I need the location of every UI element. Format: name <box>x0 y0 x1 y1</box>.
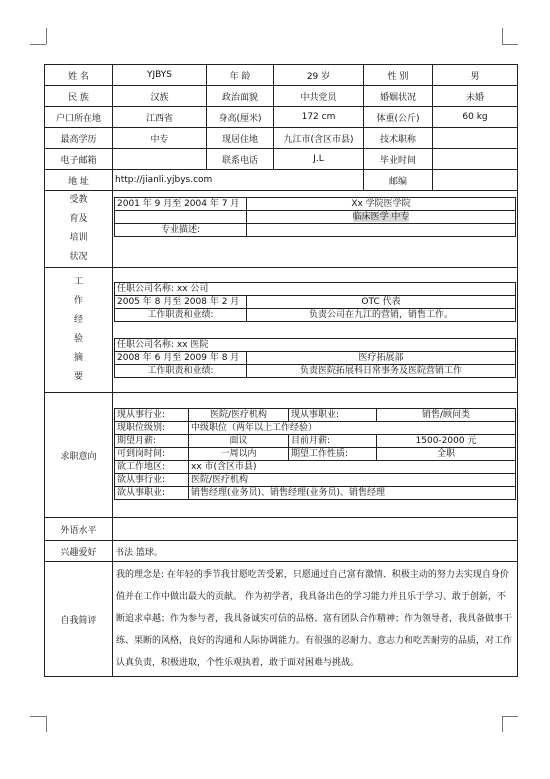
nature-label: 期望工作性质: <box>289 448 377 461</box>
level-value: 中级职位（两年以上工作经验） <box>189 422 516 435</box>
job-2-position: 医疗拓展部 <box>247 352 516 365</box>
language-row <box>45 518 518 541</box>
level-label: 现职位级别: <box>115 422 189 435</box>
zip-label: 邮编 <box>364 170 433 191</box>
graduation-value <box>433 149 518 170</box>
work-job-1 <box>114 282 516 322</box>
hobby-value: 书法 篮球。 <box>113 541 518 562</box>
education-school: Xx 学院医学院 <box>247 198 516 211</box>
education-major: 临床医学 中专 <box>352 211 410 222</box>
weight-label: 体重(公斤) <box>364 107 433 128</box>
self-eval-row <box>45 562 518 677</box>
row-basic-3 <box>45 107 518 128</box>
hukou-label: 户口所在地 <box>45 107 113 128</box>
education-block <box>113 191 518 268</box>
language-value <box>113 518 518 541</box>
hobby-row <box>45 541 518 562</box>
crop-mark-top-right <box>502 44 518 45</box>
crop-mark-top-right-v <box>502 28 503 44</box>
residence-value: 九江市(含区市县) <box>274 128 364 149</box>
row-address <box>45 170 518 191</box>
education-period: 2001 年 9 月至 2004 年 7 月 <box>115 198 247 211</box>
zip-value <box>433 170 518 191</box>
row-basic-2 <box>45 86 518 107</box>
age-value: 29 岁 <box>274 65 364 86</box>
current-job-label: 现从事职业: <box>289 409 377 422</box>
education-desc-label: 专业描述: <box>115 224 247 237</box>
current-industry: 医院/医疗机构 <box>189 409 289 422</box>
phone-label: 联系电话 <box>207 149 274 170</box>
self-eval-text: 我的理念是: 在年轻的季节我甘愿吃苦受累，只愿通过自己富有激情、积极主动的努力去实现自身价值并在工作中做出最大的贡献。 作为初学者，我具备出色的学习能力并且乐于学习、敢于创新，不断追求卓越；作为参与者，我具备诚实可信的品格、富有团队合作精神；作为领导者，我具备做事干练、果断的风格，良好的沟通和人际协调能力。有很强的忍耐力、意志力和吃苦耐劳的品质，对工作认真负责，积极进取，个性乐观执着，敢于面对困难与挑战。 <box>113 562 518 677</box>
self-eval-label: 自我简评 <box>45 562 113 677</box>
name-value: YJBYS <box>113 65 207 86</box>
want-job-label: 欲从事职业: <box>115 487 189 500</box>
politics-value: 中共党员 <box>274 86 364 107</box>
education-label: 受教 育及 培训 状况 <box>45 191 113 268</box>
email-label: 电子邮箱 <box>45 149 113 170</box>
want-industry: 医院/医疗机构 <box>189 474 516 487</box>
expect-salary-label: 期望月薪: <box>115 435 189 448</box>
marital-label: 婚姻状况 <box>364 86 433 107</box>
politics-label: 政治面貌 <box>207 86 274 107</box>
crop-mark-bottom-right-v <box>502 716 503 732</box>
age-label: 年 龄 <box>207 65 274 86</box>
gender-value: 男 <box>433 65 518 86</box>
row-basic-1 <box>45 65 518 86</box>
hobby-label: 兴趣爱好 <box>45 541 113 562</box>
crop-mark-top-left-v <box>46 28 47 44</box>
name-label: 姓 名 <box>45 65 113 86</box>
address-link[interactable]: http://jianli.yjbys.com <box>113 170 364 191</box>
graduation-label: 毕业时间 <box>364 149 433 170</box>
job-1-period: 2005 年 8 月至 2008 年 2 月 <box>115 296 247 309</box>
height-label: 身高(厘米) <box>207 107 274 128</box>
current-industry-label: 现从事行业: <box>115 409 189 422</box>
marital-value: 未婚 <box>433 86 518 107</box>
education-section <box>45 191 518 268</box>
crop-mark-bottom-left <box>30 716 46 717</box>
gender-label: 性 别 <box>364 65 433 86</box>
job-1-position: OTC 代表 <box>247 296 516 309</box>
nature-value: 全职 <box>377 448 516 461</box>
start-label: 可到岗时间: <box>115 448 189 461</box>
email-value <box>113 149 207 170</box>
job-2-duty: 负责医院拓展科日常事务及医院营销工作 <box>247 365 516 378</box>
ethnic-label: 民 族 <box>45 86 113 107</box>
row-basic-4 <box>45 128 518 149</box>
work-block <box>113 268 518 393</box>
intent-section <box>45 393 518 518</box>
weight-value: 60 kg <box>433 107 518 128</box>
work-section <box>45 268 518 393</box>
current-salary: 1500-2000 元 <box>377 435 516 448</box>
education-desc <box>247 224 516 237</box>
job-1-duty: 负责公司在九江的营销，销售工作。 <box>247 309 516 322</box>
work-label: 工 作 经 验 摘 要 <box>45 268 113 393</box>
job-2-period: 2008 年 6 月至 2009 年 8 月 <box>115 352 247 365</box>
phone-value: J.L <box>274 149 364 170</box>
intent-table <box>114 408 516 500</box>
row-basic-5 <box>45 149 518 170</box>
area-label: 欲工作地区: <box>115 461 189 474</box>
expect-salary: 面议 <box>189 435 289 448</box>
current-salary-label: 目前月薪: <box>289 435 377 448</box>
job-2-company: 任职公司名称: xx 医院 <box>115 339 516 352</box>
want-job: 销售经理(业务员)、销售经理(业务员)、销售经理 <box>189 487 516 500</box>
want-industry-label: 欲从事行业: <box>115 474 189 487</box>
job-2-duty-label: 工作职责和业绩: <box>115 365 247 378</box>
education-level-value: 中专 <box>113 128 207 149</box>
crop-mark-bottom-right <box>502 716 518 717</box>
current-job: 销售/顾问类 <box>377 409 516 422</box>
tech-title-label: 技术职称 <box>364 128 433 149</box>
resume-table <box>44 64 518 677</box>
work-job-2 <box>114 338 516 378</box>
crop-mark-bottom-left-v <box>46 716 47 732</box>
intent-label: 求职意向 <box>45 393 113 518</box>
address-label: 地 址 <box>45 170 113 191</box>
start-value: 一周以内 <box>189 448 289 461</box>
ethnic-value: 汉族 <box>113 86 207 107</box>
tech-title-value <box>433 128 518 149</box>
job-1-duty-label: 工作职责和业绩: <box>115 309 247 322</box>
job-1-company: 任职公司名称: xx 公司 <box>115 283 516 296</box>
language-label: 外语水平 <box>45 518 113 541</box>
height-value: 172 cm <box>274 107 364 128</box>
crop-mark-top-left <box>30 44 46 45</box>
hukou-value: 江西省 <box>113 107 207 128</box>
intent-block <box>113 393 518 518</box>
education-inner-table <box>114 197 516 237</box>
education-level-label: 最高学历 <box>45 128 113 149</box>
area-value: xx 市(含区市县) <box>189 461 516 474</box>
residence-label: 现居住地 <box>207 128 274 149</box>
